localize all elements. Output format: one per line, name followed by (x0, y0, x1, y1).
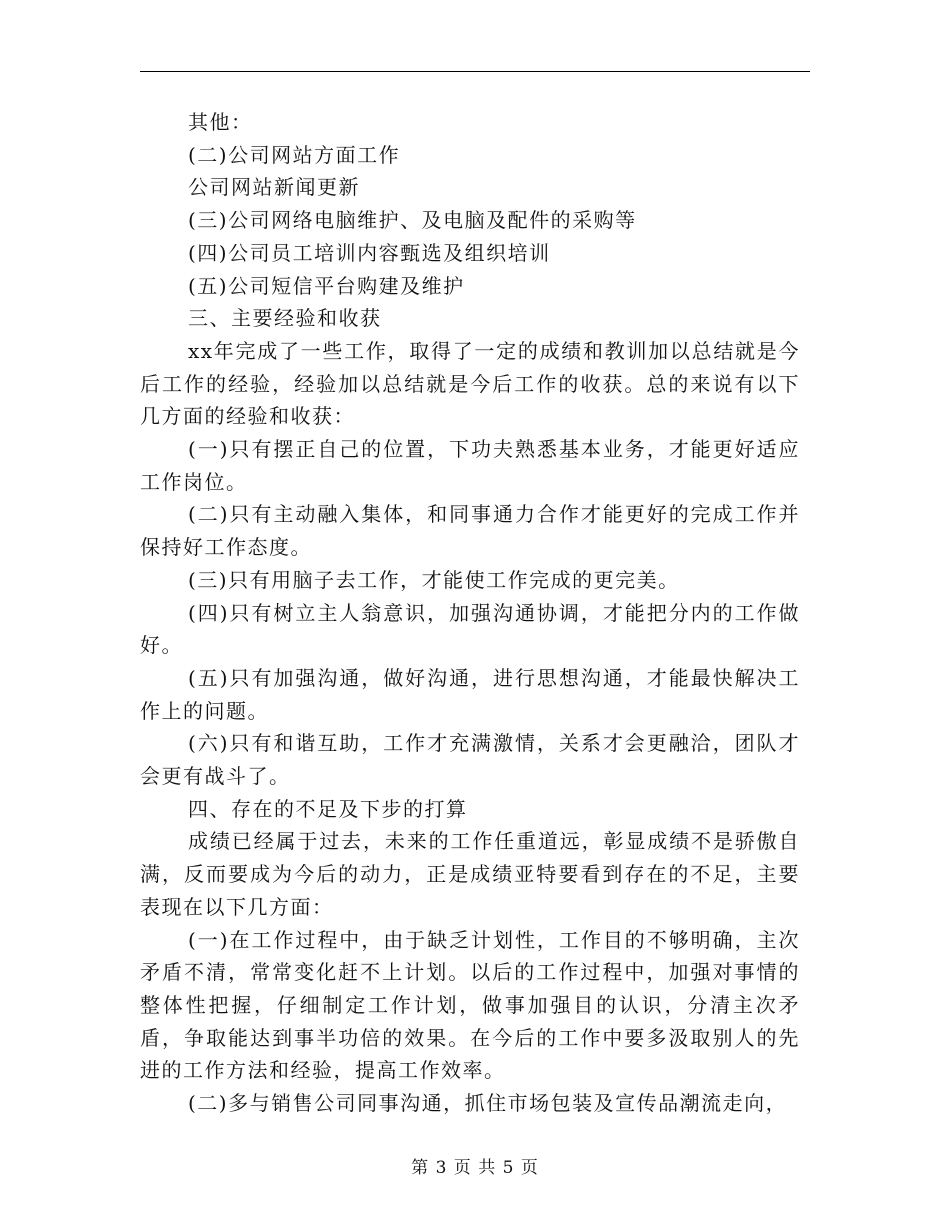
paragraph: (五)只有加强沟通，做好沟通，进行思想沟通，才能最快解决工作上的问题。 (140, 665, 800, 723)
paragraph: (四)公司员工培训内容甄选及组织培训 (188, 240, 551, 265)
paragraph: (二)公司网站方面工作 (188, 142, 401, 167)
section-heading: 三、主要经验和收获 (188, 306, 382, 331)
page-number-footer: 第 3 页 共 5 页 (411, 1158, 539, 1178)
paragraph: 公司网站新闻更新 (188, 175, 360, 200)
paragraph: (三)只有用脑子去工作，才能使工作完成的更完美。 (188, 567, 680, 592)
paragraph: (二)多与销售公司同事沟通，抓住市场包装及宣传品潮流走向， (188, 1091, 788, 1116)
paragraph: (一)在工作过程中，由于缺乏计划性，工作目的不够明确，主次矛盾不清，常常变化赶不上计划。以后的工作过程中，加强对事情的整体性把握，仔细制定工作计划，做事加强目的认识，分清主次矛盾，争取能达到事半功倍的效果。在今后的工作中要多汲取别人的先进的工作方法和经验，提高工作效率。 (140, 927, 800, 1083)
paragraph: 其他： (188, 110, 253, 134)
paragraph: (五)公司短信平台购建及维护 (188, 273, 465, 298)
section-heading: 四、存在的不足及下步的打算 (188, 796, 468, 821)
paragraph: (四)只有树立主人翁意识，加强沟通协调，才能把分内的工作做好。 (140, 600, 800, 658)
paragraph: (六)只有和谐互助，工作才充满激情，关系才会更融洽，团队才会更有战斗了。 (140, 731, 800, 789)
paragraph: xx年完成了一些工作，取得了一定的成绩和教训加以总结就是今后工作的经验，经验加以总结就是今后工作的收获。总的来说有以下几方面的经验和收获： (140, 338, 800, 429)
document-body (140, 106, 800, 1120)
paragraph: 成绩已经属于过去，未来的工作任重道远，彰显成绩不是骄傲自满，反而要成为今后的动力，正是成绩亚特要看到存在的不足，主要表现在以下几方面： (140, 829, 800, 919)
header-rule (140, 71, 810, 72)
paragraph: (三)公司网络电脑维护、及电脑及配件的采购等 (188, 208, 637, 233)
paragraph: (二)只有主动融入集体，和同事通力合作才能更好的完成工作并保持好工作态度。 (140, 502, 800, 560)
paragraph: (一)只有摆正自己的位置，下功夫熟悉基本业务，才能更好适应工作岗位。 (140, 437, 800, 494)
